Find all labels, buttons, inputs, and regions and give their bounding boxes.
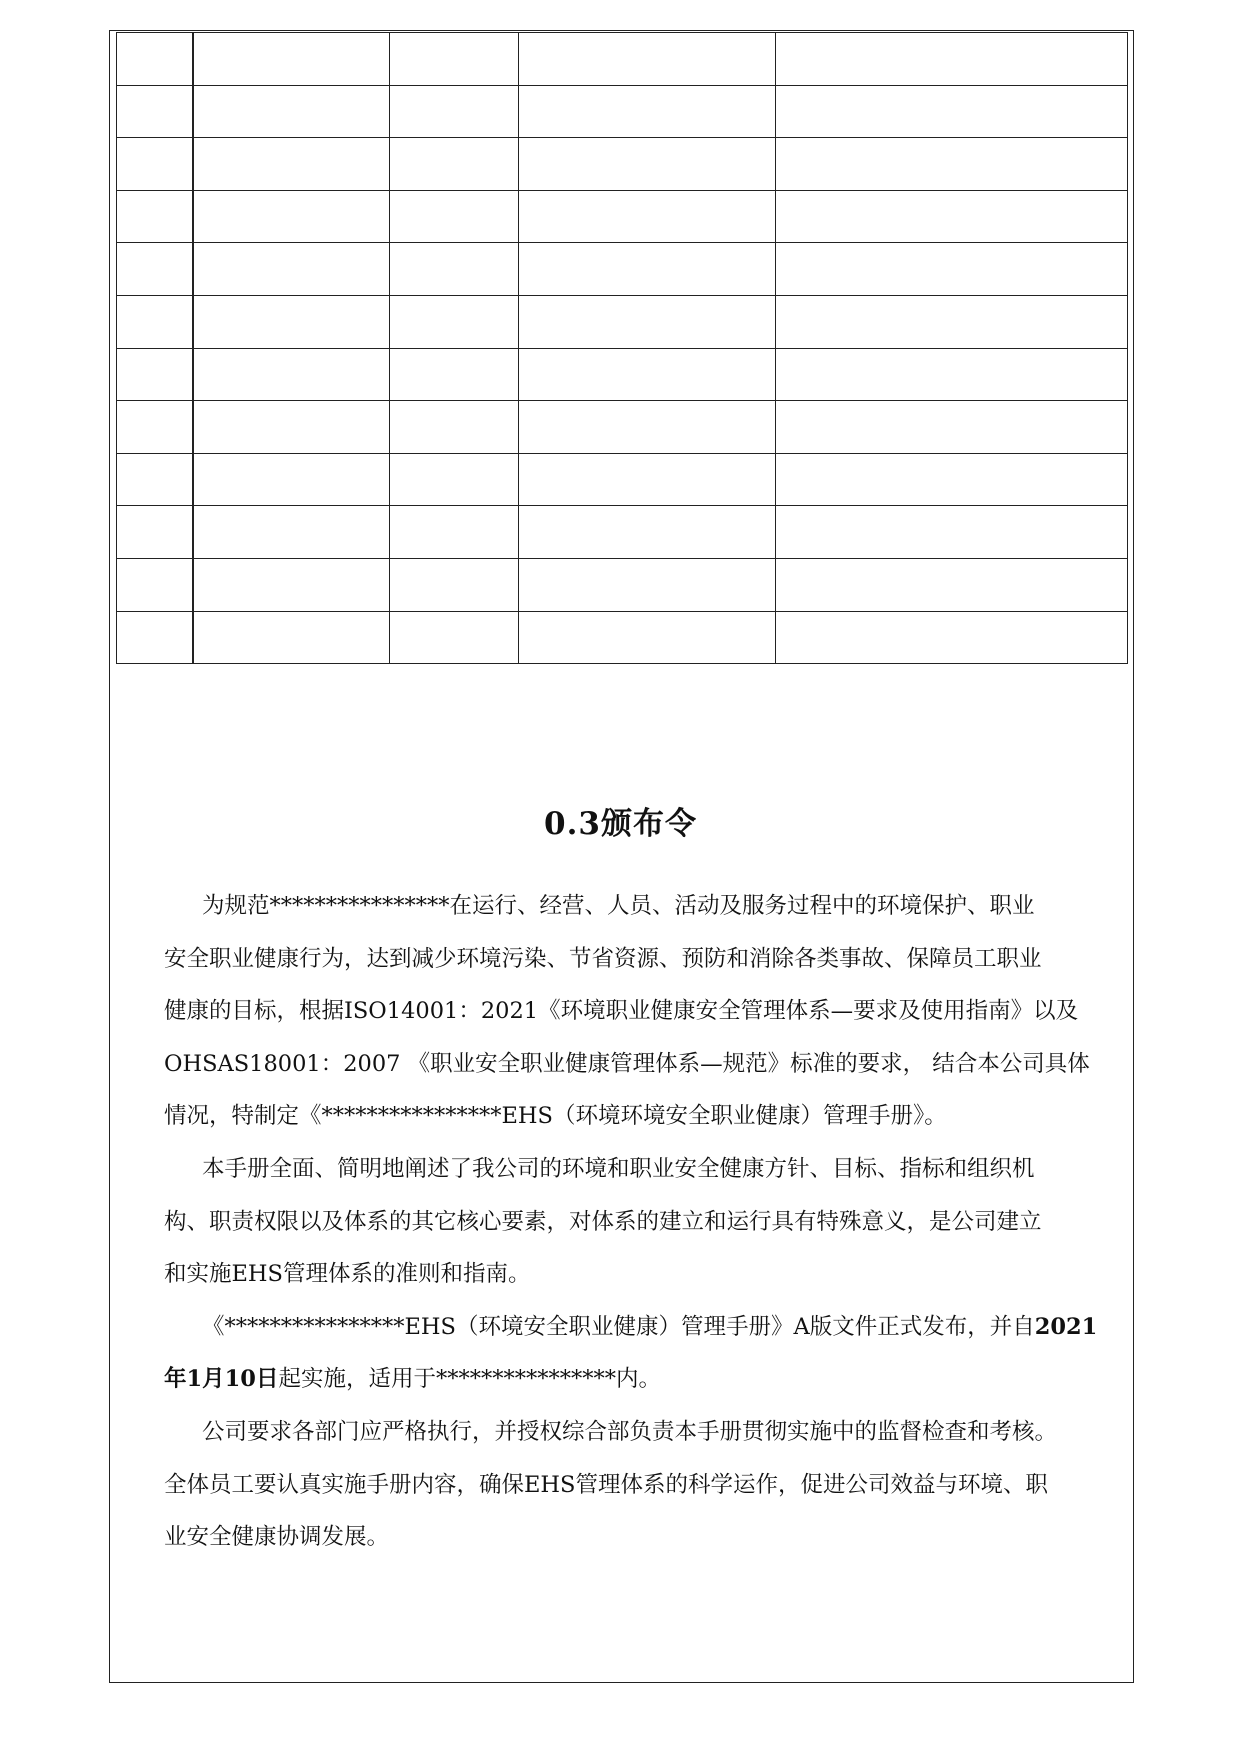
- table-cell: [776, 243, 1128, 296]
- table-cell: [519, 295, 776, 348]
- table-cell: [776, 611, 1128, 664]
- table-cell: [117, 506, 193, 559]
- scope-text: 起实施，适用于****************内。: [278, 1366, 661, 1393]
- revision-table: [116, 32, 1128, 664]
- decree-body: [164, 880, 1137, 1564]
- table-cell: [519, 138, 776, 191]
- paragraph-1-line-2: 安全职业健康行为，达到减少环境污染、节省资源、预防和消除各类事故、保障员工职业: [164, 945, 1042, 972]
- table-cell: [390, 611, 519, 664]
- table-cell: [519, 85, 776, 138]
- table-cell: [390, 85, 519, 138]
- table-row: [117, 611, 1128, 664]
- table-cell: [193, 33, 390, 86]
- table-cell: [117, 33, 193, 86]
- table-cell: [117, 190, 193, 243]
- table-cell: [117, 85, 193, 138]
- effective-date: 年1月10日: [164, 1366, 279, 1393]
- table-row: [117, 243, 1128, 296]
- table-cell: [776, 190, 1128, 243]
- table-cell: [193, 611, 390, 664]
- table-row: [117, 190, 1128, 243]
- table-cell: [193, 401, 390, 454]
- table-cell: [519, 453, 776, 506]
- table-cell: [776, 33, 1128, 86]
- table-cell: [776, 85, 1128, 138]
- table-cell: [390, 558, 519, 611]
- paragraph-4-line-2: 全体员工要认真实施手册内容，确保EHS管理体系的科学运作，促进公司效益与环境、职: [164, 1471, 1048, 1498]
- table-cell: [390, 506, 519, 559]
- table-cell: [519, 190, 776, 243]
- table-cell: [776, 453, 1128, 506]
- table-cell: [519, 611, 776, 664]
- paragraph-2-line-2: 构、职责权限以及体系的其它核心要素，对体系的建立和运行具有特殊意义，是公司建立: [164, 1208, 1042, 1235]
- table-row: [117, 295, 1128, 348]
- paragraph-3-line-2: [164, 1353, 1137, 1406]
- table-cell: [193, 190, 390, 243]
- table-cell: [390, 243, 519, 296]
- table-row: [117, 558, 1128, 611]
- paragraph-1-line-3: 健康的目标，根据ISO14001：2021《环境职业健康安全管理体系—要求及使用指南》以及: [164, 998, 1079, 1025]
- table-cell: [390, 190, 519, 243]
- table-row: [117, 85, 1128, 138]
- release-text: 《****************EHS（环境安全职业健康）管理手册》A版文件正式发布，并自: [202, 1313, 1035, 1340]
- table-cell: [117, 611, 193, 664]
- table-cell: [193, 558, 390, 611]
- table-cell: [776, 401, 1128, 454]
- table-cell: [117, 138, 193, 191]
- table-cell: [519, 558, 776, 611]
- paragraph-4-line-1: 公司要求各部门应严格执行，并授权综合部负责本手册贯彻实施中的监督检查和考核。: [202, 1418, 1058, 1445]
- table-cell: [519, 401, 776, 454]
- table-cell: [117, 243, 193, 296]
- table-cell: [390, 401, 519, 454]
- table-cell: [776, 348, 1128, 401]
- effective-year: 2021: [1034, 1313, 1098, 1340]
- table-cell: [390, 138, 519, 191]
- table-cell: [117, 295, 193, 348]
- table-cell: [117, 558, 193, 611]
- table-cell: [776, 558, 1128, 611]
- table-row: [117, 506, 1128, 559]
- table-cell: [390, 453, 519, 506]
- table-cell: [193, 138, 390, 191]
- table-row: [117, 138, 1128, 191]
- table-row: [117, 33, 1128, 86]
- table-cell: [193, 506, 390, 559]
- paragraph-3-line-1: [164, 1301, 1137, 1354]
- paragraph-2-line-1: 本手册全面、简明地阐述了我公司的环境和职业安全健康方针、目标、指标和组织机: [202, 1155, 1035, 1182]
- table-cell: [193, 453, 390, 506]
- table-cell: [519, 348, 776, 401]
- paragraph-2-line-3: 和实施EHS管理体系的准则和指南。: [164, 1261, 531, 1288]
- table-row: [117, 348, 1128, 401]
- table-cell: [390, 33, 519, 86]
- table-cell: [519, 243, 776, 296]
- table-cell: [776, 295, 1128, 348]
- paragraph-4-line-3: 业安全健康协调发展。: [164, 1524, 390, 1551]
- table-cell: [193, 295, 390, 348]
- table-row: [117, 453, 1128, 506]
- table-cell: [193, 243, 390, 296]
- table-cell: [519, 33, 776, 86]
- table-cell: [390, 295, 519, 348]
- table-cell: [117, 401, 193, 454]
- table-cell: [776, 138, 1128, 191]
- table-cell: [193, 85, 390, 138]
- section-title: 0.3颁布令: [544, 806, 697, 842]
- table-cell: [117, 348, 193, 401]
- table-cell: [193, 348, 390, 401]
- table-cell: [776, 506, 1128, 559]
- table-row: [117, 401, 1128, 454]
- paragraph-1-line-4: OHSAS18001：2007 《职业安全职业健康管理体系—规范》标准的要求， 结合本公司具体: [164, 1050, 1090, 1077]
- table-cell: [117, 453, 193, 506]
- table-cell: [390, 348, 519, 401]
- paragraph-1-line-5: 情况，特制定《****************EHS（环境环境安全职业健康）管理手册》。: [164, 1103, 947, 1130]
- paragraph-1-line-1: 为规范****************在运行、经营、人员、活动及服务过程中的环境保护、职业: [202, 893, 1035, 919]
- table-cell: [519, 506, 776, 559]
